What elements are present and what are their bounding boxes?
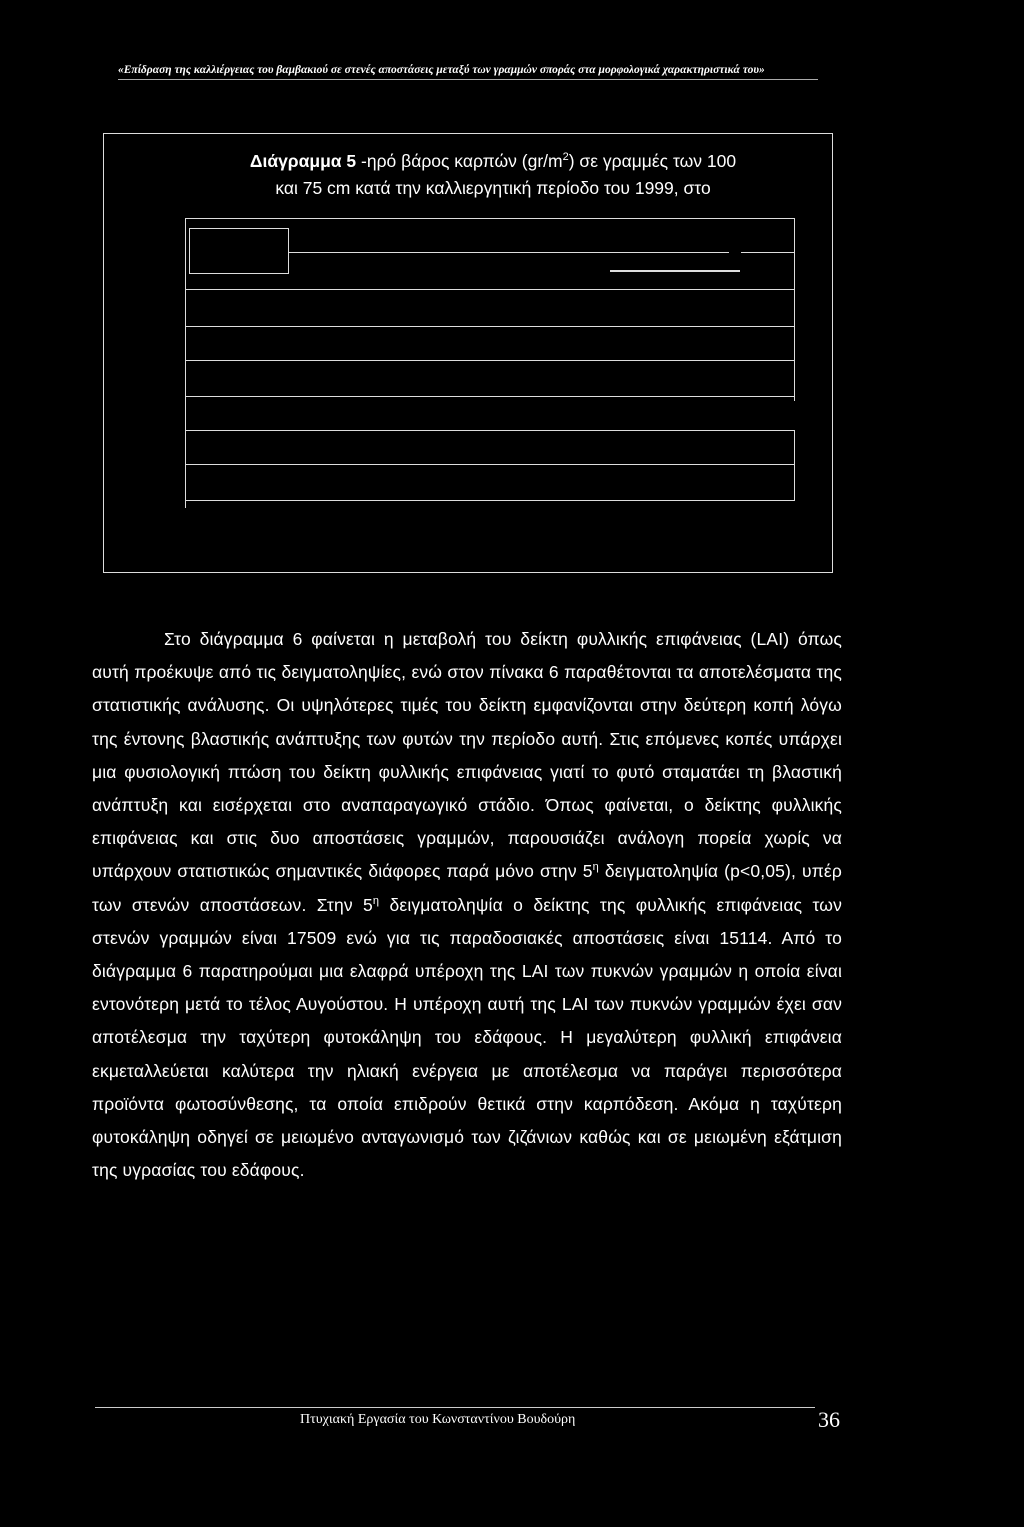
grid-line	[185, 396, 795, 397]
grid-line	[185, 430, 795, 431]
running-header: «Επίδραση της καλλιέργειας του βαμβακιού σε στενές αποστάσεις μεταξύ των γραμμών σποράς στα μορφολογικά χαρακτηριστικά του»	[118, 64, 818, 80]
grid-line	[794, 218, 795, 401]
grid-line	[741, 252, 795, 253]
paragraph-text-3: δειγματοληψία ο δείκτης της φυλλικής επιφάνειας των στενών γραμμών είναι 17509 ενώ για τις παραδοσιακές αποστάσεις είναι 15114. Από το διάγραμμα 6 παρατηρούμαι μια ελαφρά υπέροχη της LAI των πυκνών γραμμών η οποία είναι εντονότερη μετά το τέλος Αυγούστου. Η υπέροχη αυτή της LAI των πυκνών γραμμών έχει σαν αποτέλεσμα την ταχύτερη φυτοκάληψη του εδάφους. Η μεγαλύτερη φυλλική επιφάνεια εκμεταλλεύεται καλύτερα την ηλιακή ενέργεια με αποτέλεσμα να παράγει περισσότερα προϊόντα φωτοσύνθεσης, τα οποία επιδρούν θετικά στην καρπόδεση. Ακόμα η ταχύτερη φυτοκάληψη οδηγεί σε μειωμένο ανταγωνισμό των ζιζάνιων καθώς και σε μειωμένη εξάτμιση της υγρασίας του εδάφους.	[92, 894, 842, 1181]
grid-line	[794, 430, 795, 501]
legend-line	[610, 270, 740, 272]
legend-box-bottom	[189, 273, 289, 274]
grid-line	[185, 289, 795, 290]
legend-box-left	[189, 228, 190, 274]
paragraph	[92, 623, 842, 1187]
page-number: 36	[818, 1407, 840, 1432]
paragraph-text-2: δειγματοληψία (p<0,05), υπέρ των στενών αποστάσεων. Στην 5	[92, 861, 842, 915]
caption-text-line2: και 75 cm κατά την καλλιεργητική περίοδο του 1999, στο	[275, 178, 711, 199]
figure-caption	[183, 148, 803, 202]
figure-label: Διάγραμμα 5	[249, 151, 357, 171]
grid-line	[185, 326, 795, 327]
body-paragraph	[92, 623, 842, 1187]
grid-line	[185, 500, 795, 501]
grid-line	[289, 252, 729, 253]
legend-box-right	[288, 228, 289, 274]
empty-chart-grid	[185, 218, 795, 508]
footer-rule	[95, 1407, 815, 1408]
grid-line	[185, 464, 795, 465]
caption-superscript: 2	[562, 151, 569, 164]
superscript: η	[372, 894, 380, 907]
paragraph-text-1: Στο διάγραμμα 6 φαίνεται η μεταβολή του δείκτη φυλλικής επιφάνειας (LAI) όπως αυτή προέκυψε από τις δειγματοληψίες, ενώ στον πίνακα 6 παραθέτονται τα αποτελέσματα της στατιστικής ανάλυσης. Οι υψηλότερες τιμές του δείκτη εμφανίζονται στην δεύτερη κοπή λόγω της έντονης βλαστικής ανάπτυξης των φυτών την περίοδο αυτή. Στις επόμενες κοπές υπάρχει μια φυσιολογική πτώση του δείκτη φυλλικής επιφάνειας γιατί το φυτό σταματάει τη βλαστική ανάπτυξη και εισέρχεται στο αναπαραγωγικό στάδιο. Όπως φαίνεται, ο δείκτης φυλλικής επιφάνειας και στις δυο αποστάσεις γραμμών, παρουσιάζει ανάλογη πορεία χωρίς να υπάρχουν στατιστικώς σημαντικές διάφορες παρά μόνο στην 5	[92, 629, 842, 882]
caption-text-b: ) σε γραμμές των 100	[568, 151, 737, 171]
footer-text: Πτυχιακή Εργασία του Κωνσταντίνου Βουδούρη	[300, 1412, 576, 1427]
legend-box-top	[189, 228, 289, 229]
superscript: η	[592, 861, 599, 874]
grid-line	[185, 218, 795, 219]
caption-text-a: -ηρό βάρος καρπών (gr/m	[356, 151, 563, 171]
grid-line	[185, 360, 795, 361]
